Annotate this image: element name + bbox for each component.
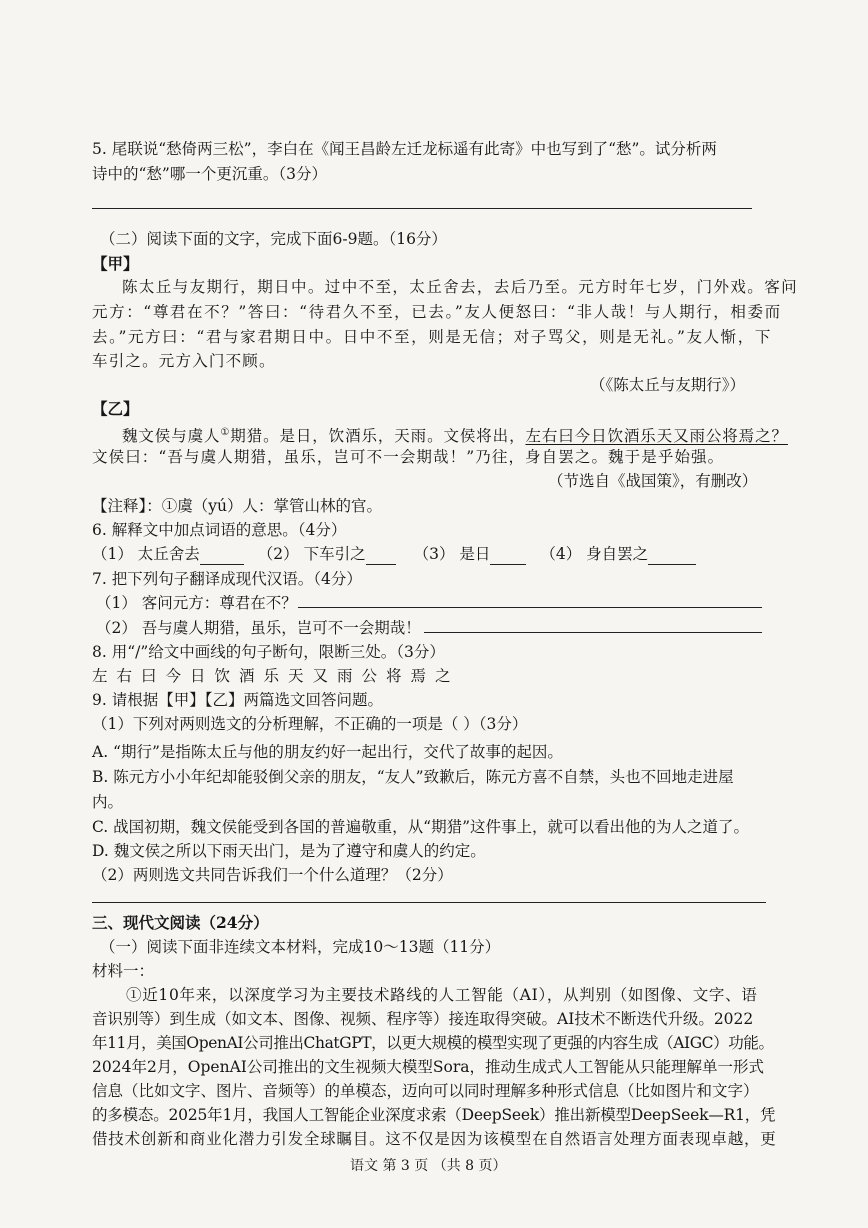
q6-item-2: （2） 下车引之 <box>257 545 366 563</box>
q9-option-c: C. 战国初期，魏文侯能受到各国的普遍敬重，从“期猎”这件事上，就可以看出他的为人之道了。 <box>92 818 750 836</box>
yi-text-b: 期猎。是日，饮酒乐，天雨。文侯将出， <box>230 427 526 446</box>
jia-line-1: 陈太丘与友期行，期日中。过中不至，太丘舍去，去后乃至。元方时年七岁，门外戏。客问 <box>122 278 799 296</box>
material-line-3: 年11月，美国OpenAI公司推出ChatGPT，以更大规模的模型实现了更强的内容生成（AIGC）功能。 <box>92 1034 774 1052</box>
yi-underlined-sentence: 左右曰今日饮酒乐天又雨公将焉之？ <box>525 427 788 446</box>
material-line-6: 的多模态。2025年1月，我国人工智能企业深度求索（DeepSeek）推出新模型DeepSeek—R1，凭 <box>92 1106 776 1124</box>
q6-blank-3[interactable] <box>490 548 526 565</box>
jia-line-3: 去。”元方曰：“君与家君期日中。日中不至，则是无信；对子骂父，则是无礼。”友人惭，下 <box>92 328 772 346</box>
yi-source: （节选自《战国策》，有删改） <box>548 472 758 490</box>
q9-sub1: （1）下列对两则选文的分析理解，不正确的一项是（ ）（3分） <box>92 715 528 733</box>
q9-option-a: A. “期行”是指陈太丘与他的朋友约好一起出行，交代了故事的起因。 <box>92 743 563 761</box>
q9-title: 9. 请根据【甲】【乙】两篇选文回答问题。 <box>92 691 383 709</box>
q6-item-4: （4） 身自罢之 <box>540 545 649 563</box>
q9-option-d: D. 魏文侯之所以下雨天出门，是为了遵守和虞人的约定。 <box>92 842 486 860</box>
yi-label: 【乙】 <box>92 399 139 418</box>
yi-line-1 <box>122 422 788 447</box>
q6-items <box>92 543 696 565</box>
jia-line-4: 车引之。元方入门不顾。 <box>92 352 276 370</box>
annotation-note: 【注释】：①虞（yú）人：掌管山林的官。 <box>92 497 382 515</box>
yi-text-a: 魏文侯与虞人 <box>122 427 221 446</box>
q6-title: 6. 解释文中加点词语的意思。（4分） <box>92 521 347 539</box>
q5-line2: 诗中的“愁”哪一个更沉重。（3分） <box>92 165 327 183</box>
material-line-2: 音识别等）到生成（如文本、图像、视频、程序等）接连取得突破。AI技术不断迭代升级。2022 <box>92 1010 754 1028</box>
q7-item-1: （1） 客问元方：尊君在不？ <box>96 594 297 612</box>
material-line-5: 信息（比如文字、图片、音频等）的单模态，迈向可以同时理解多种形式信息（比如图片和文字） <box>92 1082 759 1100</box>
q9-sub2: （2）两则选文共同告诉我们一个什么道理？（2分） <box>92 866 453 884</box>
material-line-7: 借技术创新和商业化潜力引发全球瞩目。这不仅是因为该模型在自然语言处理方面表现卓越，更 <box>92 1130 777 1148</box>
jia-label: 【甲】 <box>92 254 139 273</box>
material-label: 材料一： <box>92 962 155 980</box>
q7-item-2: （2） 吾与虞人期猎，虽乐，岂可不一会期哉！ <box>96 619 421 637</box>
jia-line-2: 元方：“尊君在不？”答曰：“待君久不至，已去。”友人便怒曰：“非人哉！与人期行，相委而 <box>92 303 782 321</box>
q7-title: 7. 把下列句子翻译成现代汉语。（4分） <box>92 570 362 588</box>
material-line-1: ①近10年来，以深度学习为主要技术路线的人工智能（AI），从判别（如图像、文字、语 <box>126 986 758 1004</box>
material-line-4: 2024年2月，OpenAI公司推出的文生视频大模型Sora，推动生成式人工智能从只能理解单一形式 <box>92 1058 765 1076</box>
q7-answer-line-1[interactable] <box>298 607 762 608</box>
answer-line-q5[interactable] <box>92 208 752 209</box>
q9-option-b-line1: B. 陈元方小小年纪却能驳倒父亲的朋友，“友人”致歉后，陈元方喜不自禁，头也不回地走进屋 <box>92 768 734 786</box>
section3-subheading: （一）阅读下面非连续文本材料，完成10～13题（11分） <box>100 938 501 956</box>
section2-heading: （二）阅读下面的文字，完成下面6-9题。（16分） <box>100 230 447 248</box>
q6-blank-1[interactable] <box>200 548 244 565</box>
page-footer: 语文 第 3 页 （共 8 页） <box>350 1158 507 1174</box>
q8-title: 8. 用“/”给文中画线的句子断句，限断三处。（3分） <box>92 643 445 661</box>
section3-heading: 三、现代文阅读（24分） <box>92 913 269 932</box>
note-mark: ① <box>220 427 231 438</box>
answer-line-q9[interactable] <box>92 902 766 903</box>
q6-item-3: （3） 是日 <box>413 545 491 563</box>
q5-line1: 5. 尾联说“愁倚两三松”，李白在《闻王昌龄左迁龙标遥有此寄》中也写到了“愁”。试分析两 <box>92 140 717 158</box>
q6-blank-2[interactable] <box>366 548 396 565</box>
q6-item-1: （1） 太丘舍去 <box>92 545 200 563</box>
q8-sentence: 左右曰今日饮酒乐天又雨公将焉之 <box>92 667 460 685</box>
q9-option-b-line2: 内。 <box>92 793 124 811</box>
q7-answer-line-2[interactable] <box>424 632 762 633</box>
jia-source: （《陈太丘与友期行》） <box>590 376 746 394</box>
q6-blank-4[interactable] <box>648 548 696 565</box>
yi-line-2: 文侯曰：“吾与虞人期猎，虽乐，岂可不一会期哉！”乃往，身自罢之。魏于是乎始强。 <box>92 448 725 466</box>
